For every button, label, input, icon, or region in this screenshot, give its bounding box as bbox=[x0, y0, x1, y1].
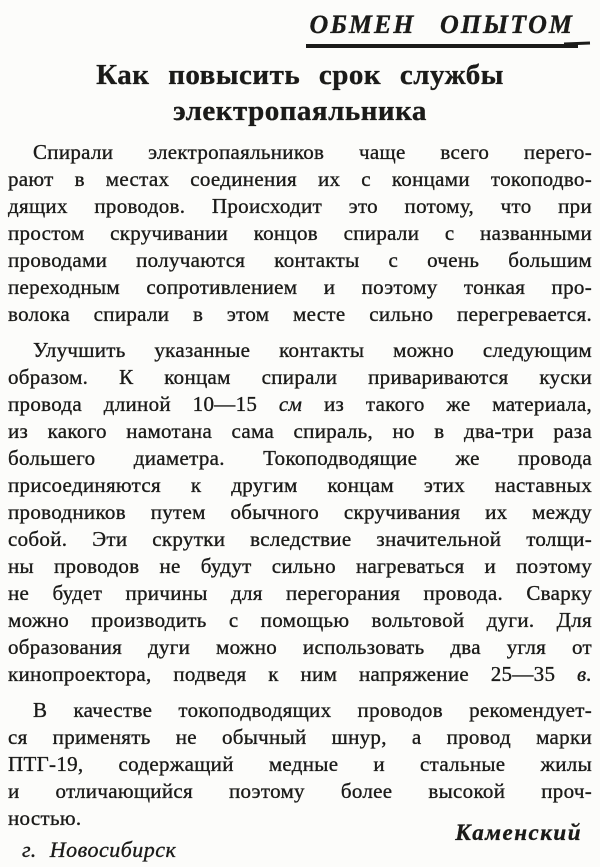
text-segment: из такого же материала, bbox=[302, 392, 593, 416]
text-line bbox=[8, 634, 592, 661]
text-line bbox=[8, 364, 592, 391]
text-segment: ПТГ-19, содержащий медные и стальные жилы bbox=[8, 752, 592, 776]
article-body bbox=[8, 139, 592, 832]
text-line bbox=[8, 526, 592, 553]
text-line bbox=[8, 445, 592, 472]
text-segment: ны проводов не будут сильно нагреваться и поэтому bbox=[8, 554, 592, 578]
text-line bbox=[8, 553, 592, 580]
section-header-title: ОБМЕН ОПЫТОМ bbox=[306, 10, 578, 48]
section-header bbox=[8, 10, 592, 48]
text-segment: присоединяются к другим концам этих наставных bbox=[8, 473, 592, 497]
text-line bbox=[8, 778, 592, 805]
text-segment: и отличающийся поэтому более высокой проч- bbox=[8, 779, 592, 803]
text-segment: переходным сопротивлением и поэтому тонкая про- bbox=[8, 275, 592, 299]
text-line bbox=[8, 247, 592, 274]
author-signature: Каменский bbox=[455, 820, 582, 845]
text-line bbox=[8, 724, 592, 751]
text-line bbox=[8, 472, 592, 499]
paragraph bbox=[8, 337, 592, 688]
text-line bbox=[8, 499, 592, 526]
text-segment: большего диаметра. Токоподводящие же провода bbox=[8, 446, 592, 470]
article-title-line2: электропаяльника bbox=[173, 95, 427, 127]
text-segment: проводами получаются контакты с очень большим bbox=[8, 248, 592, 272]
italic-unit-text: в. bbox=[577, 662, 592, 686]
text-segment: образования дуги можно использовать два угля от bbox=[8, 635, 592, 659]
article-title bbox=[8, 57, 592, 129]
text-line bbox=[8, 220, 592, 247]
text-segment: рают в местах соединения их с концами токоподво- bbox=[8, 167, 592, 191]
text-segment: ся применять не обычный шнур, а провод марки bbox=[8, 725, 592, 749]
text-segment: можно производить с помощью вольтовой дуги. Для bbox=[8, 608, 592, 632]
text-segment: волока спирали в этом месте сильно перегревается. bbox=[8, 302, 592, 326]
text-segment: из какого намотана сама спираль, но в два-три раза bbox=[8, 419, 592, 443]
text-line bbox=[8, 607, 592, 634]
text-segment: Улучшить указанные контакты можно следующим bbox=[33, 338, 592, 362]
text-line bbox=[8, 139, 592, 166]
italic-unit-text: см bbox=[278, 392, 303, 416]
author-location: г. Новосибирск bbox=[22, 837, 177, 862]
text-segment: ностью. bbox=[8, 806, 82, 830]
text-line bbox=[8, 751, 592, 778]
text-line bbox=[8, 166, 592, 193]
text-line bbox=[8, 661, 592, 688]
text-segment: Спирали электропаяльников чаще всего перего- bbox=[33, 140, 592, 164]
text-line bbox=[8, 193, 592, 220]
paragraph bbox=[8, 697, 592, 832]
text-line bbox=[8, 301, 592, 328]
paragraph bbox=[8, 139, 592, 328]
text-line bbox=[8, 391, 592, 418]
text-segment: собой. Эти скрутки вследствие значительной толщи- bbox=[8, 527, 592, 551]
text-segment: образом. К концам спирали привариваются куски bbox=[8, 365, 592, 389]
text-line bbox=[8, 274, 592, 301]
text-segment: не будет причины для перегорания провода. Сварку bbox=[8, 581, 592, 605]
article-title-line1: Как повысить срок службы bbox=[96, 59, 504, 91]
text-segment: кинопроектора, подведя к ним напряжение 25—35 bbox=[8, 662, 578, 686]
text-segment: проводников путем обычного скручивания их между bbox=[8, 500, 592, 524]
text-line bbox=[8, 418, 592, 445]
text-segment: провода длиной 10—15 bbox=[8, 392, 279, 416]
underline-dash bbox=[564, 42, 590, 46]
text-segment: простом скручивании концов спирали с названными bbox=[8, 221, 592, 245]
text-line bbox=[8, 337, 592, 364]
text-segment: дящих проводов. Происходит это потому, что при bbox=[8, 194, 592, 218]
text-line bbox=[8, 580, 592, 607]
text-line bbox=[8, 697, 592, 724]
text-segment: В качестве токоподводящих проводов рекомендует- bbox=[33, 698, 592, 722]
